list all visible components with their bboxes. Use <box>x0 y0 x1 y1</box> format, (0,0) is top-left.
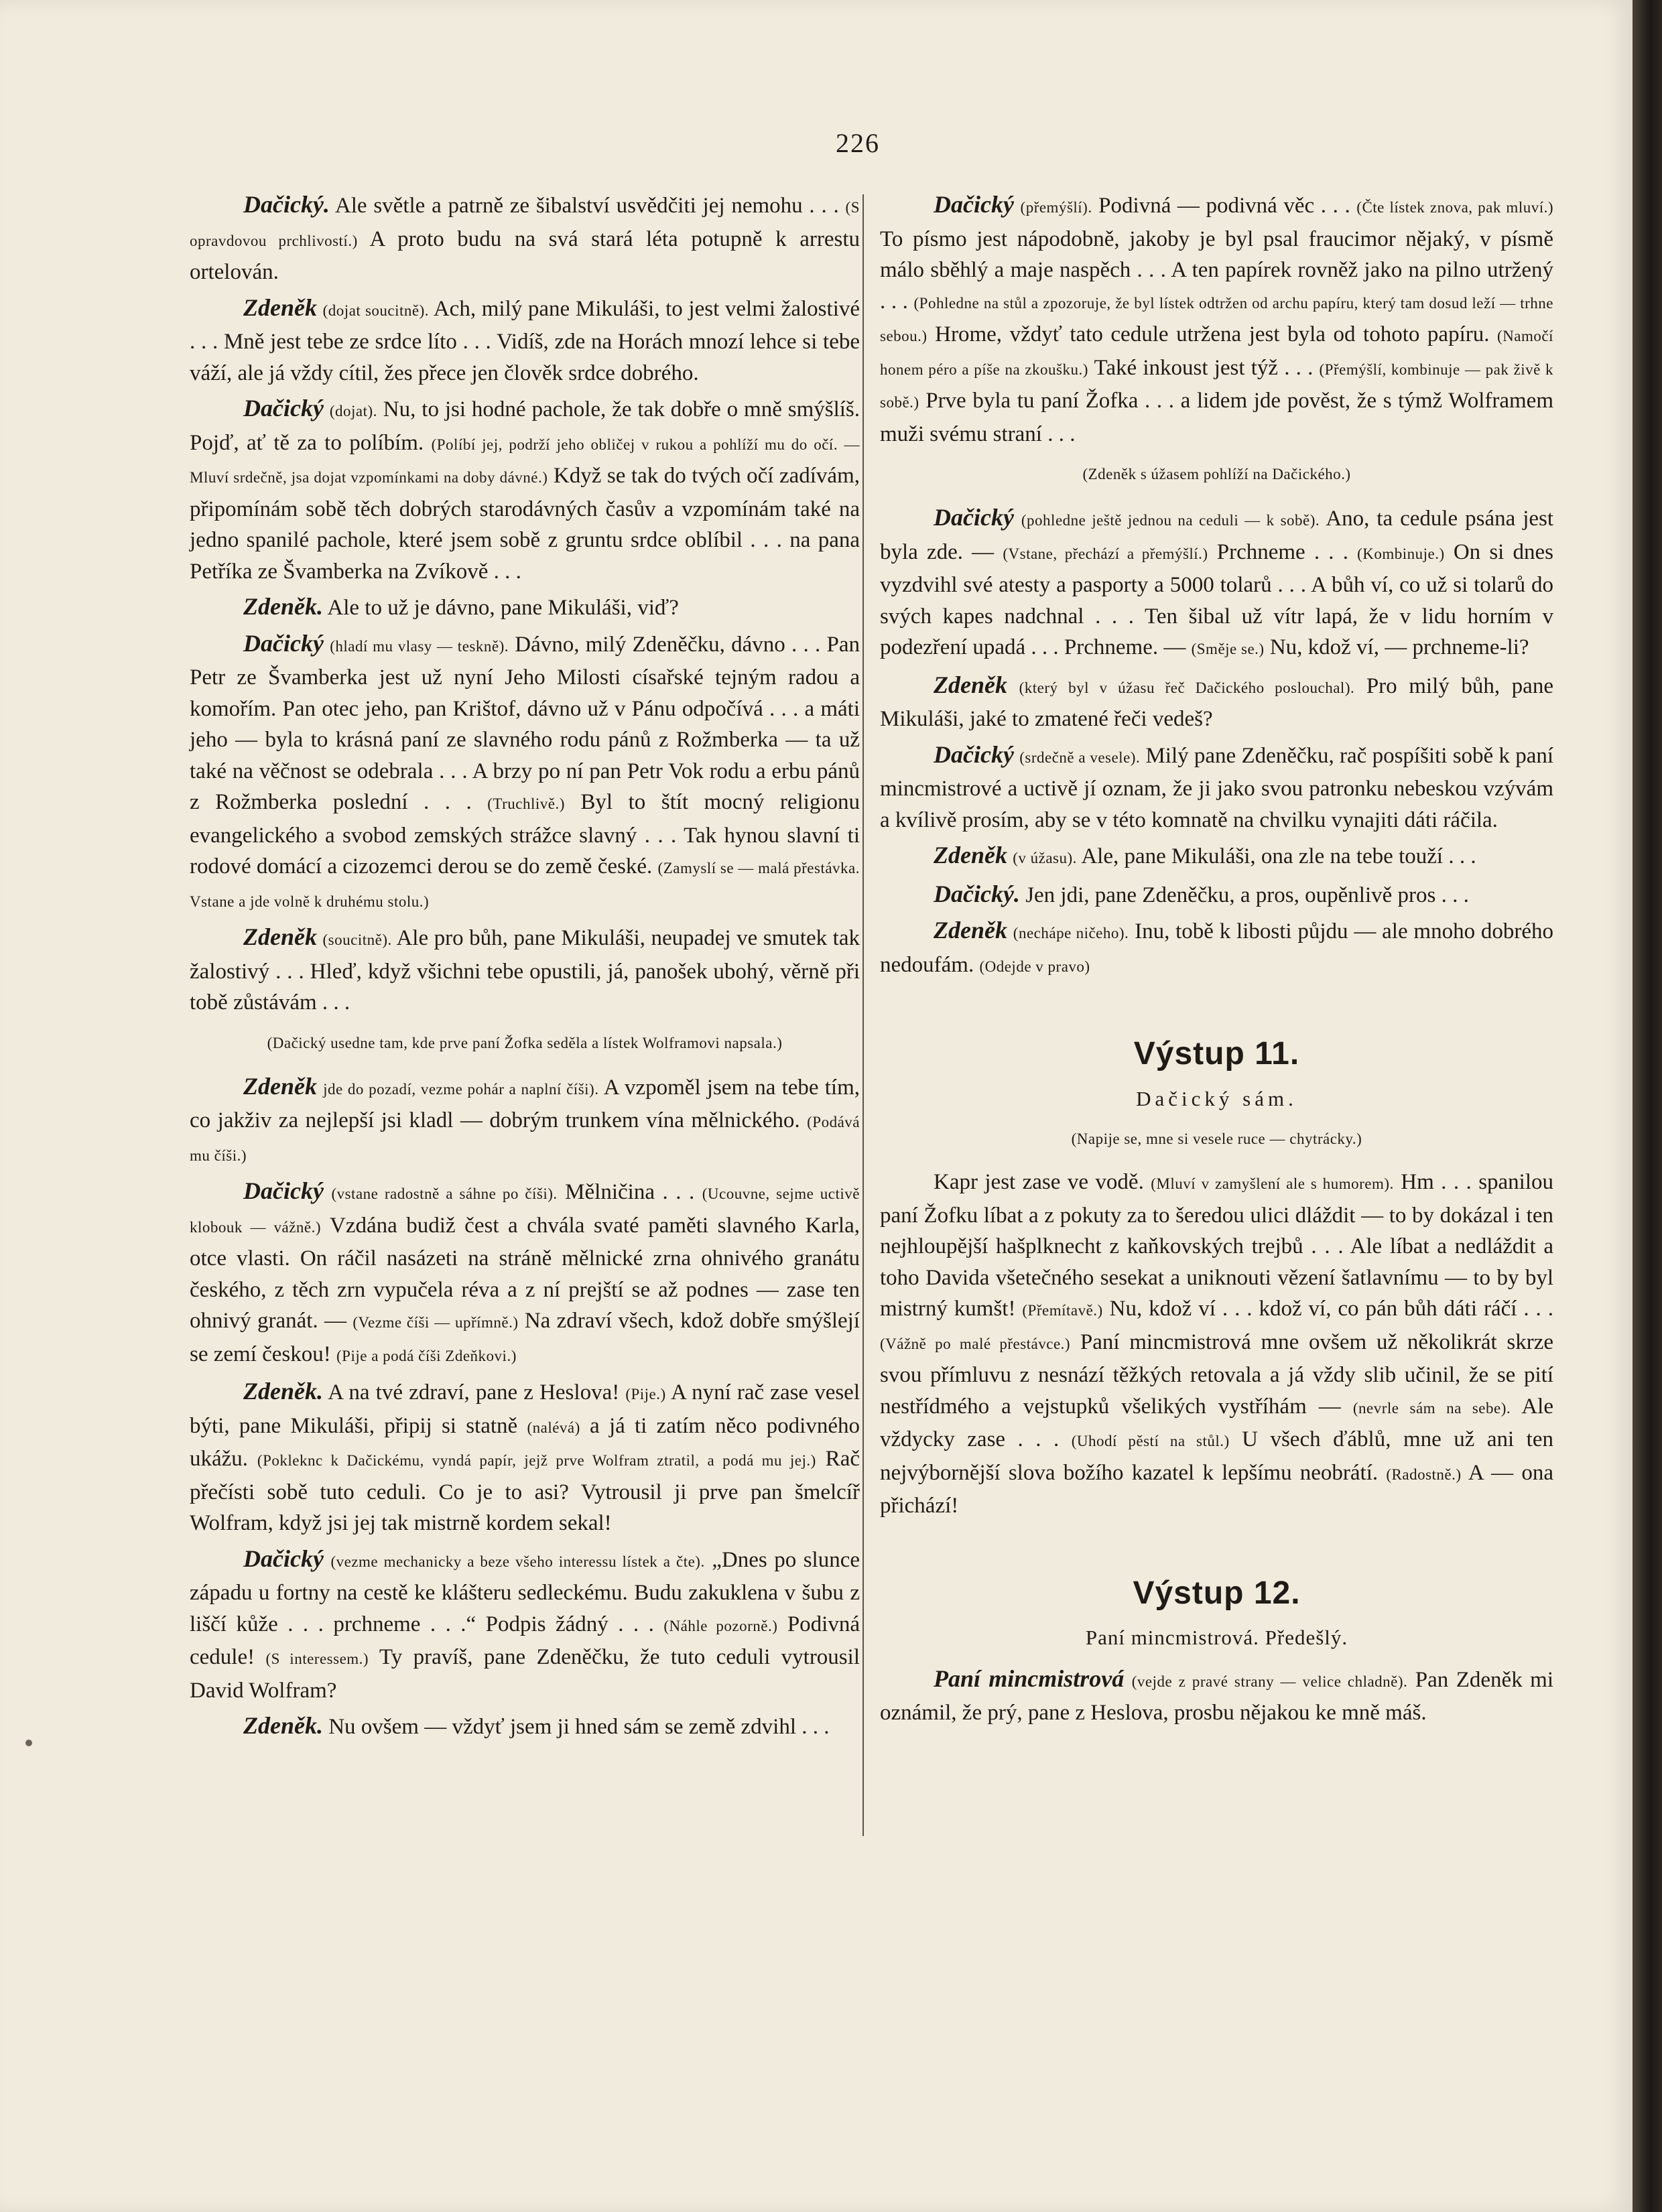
dialogue-text: Jen jdi, pane Zdeněčku, a pros, oupěnlivě pros . . . <box>1025 883 1469 907</box>
dialogue-text: Milý pane Zdeněčku, rač pospíšiti sobě k paní mincmistrové a uctivě jí oznam, že ji jako svou patronku nebeskou vzývám a kvílivě prosím, aby se v této komnatě na chvilku vynajiti dáti ráčila. <box>880 743 1554 832</box>
inline-stage-direction: (dojat). <box>329 403 377 419</box>
inline-stage-direction: (Kombinuje.) <box>1357 545 1445 562</box>
dialogue-paragraph <box>190 1175 860 1372</box>
inline-stage-direction: (Odejde v pravo) <box>979 958 1090 975</box>
dialogue-text: „Dnes po slunce západu u fortny na cestě ke klášteru sedleckému. Budu zakuklena v šubu z liščí kůže . . . prchneme . . .“ Podpis žádný . . . <box>190 1547 860 1636</box>
inline-stage-direction: (dojat soucitně). <box>322 302 430 319</box>
inline-stage-direction: (Přemítavě.) <box>1022 1302 1103 1319</box>
dialogue-paragraph <box>190 921 860 1019</box>
inline-stage-direction: (přemýšlí). <box>1020 199 1092 216</box>
stage-direction: (Dačický usedne tam, kde prve paní Žofka seděla a lístek Wolframovi napsala.) <box>267 1034 783 1051</box>
dialogue-text: Hm . . . spanilou paní Žofku líbat a z pokuty za to šeredou ulici dláždit — to by dokázal i ten nejhloupější hašplknecht z kaňkovských trejbů . . . Ale líbat a nedláždit a toho Davida všetečného sesekat a uniknouti vězení šatlavnímu — to by byl mistrný kumšt! <box>880 1170 1554 1321</box>
dialogue-text: Podivná — podivná věc . . . <box>1092 194 1357 218</box>
dialogue-text: Nu, kdož ví . . . kdož ví, co pán bůh dáti ráčí . . . <box>1102 1297 1553 1321</box>
dialogue-text: Pro milý bůh, pane Mikuláši, jaké to zmatené řeči vedeš? <box>880 673 1553 731</box>
dialogue-text: A proto budu na svá stará léta potupně k arrestu ortelován. <box>190 226 860 284</box>
dialogue-text: Podivná cedule! <box>190 1612 860 1669</box>
inline-stage-direction: (Pokleknc k Dačickému, vyndá papír, jejž prve Wolfram ztratil, a podá mu jej.) <box>257 1452 816 1469</box>
dialogue-text: Ale to už je dávno, pane Mikuláši, viď? <box>327 596 679 620</box>
dialogue-text: A — ona přichází! <box>880 1460 1553 1518</box>
inline-stage-direction: (Namočí honem péro a píše na zkoušku.) <box>880 328 1553 378</box>
dialogue-paragraph <box>190 189 860 288</box>
dialogue-text: Nu ovšem — vždyť jsem ji hned sám se země zdvihl . . . <box>328 1715 830 1739</box>
inline-stage-direction: (pohledne ještě jednou na ceduli — k sobě). <box>1021 512 1320 529</box>
speaker-name: Paní mincmistrová <box>934 1665 1125 1692</box>
dialogue-paragraph <box>880 1167 1553 1522</box>
dialogue-paragraph <box>190 591 860 624</box>
dialogue-paragraph <box>880 189 1553 450</box>
speaker-name: Dačický <box>934 740 1014 768</box>
dialogue-paragraph <box>190 628 860 918</box>
inline-stage-direction: (Pije.) <box>625 1386 666 1403</box>
dialogue-text: To písmo jest nápodobně, jakoby je byl psal fraucimor nějaký, v písmě málo sběhlý a maje naspěch . . . A ten papírek rovněž jako na pilno utržený . . . <box>880 226 1553 314</box>
dialogue-text: Inu, tobě k libosti půjdu — ale mnoho dobrého nedoufám. <box>880 919 1554 977</box>
inline-stage-direction: (S opravdovou prchlivostí.) <box>190 199 860 249</box>
dialogue-paragraph <box>880 502 1553 665</box>
dialogue-text: Prve byla tu paní Žofka . . . a lidem jde pověst, že s týmž Wolframem muži svému straní . . . <box>880 389 1553 446</box>
inline-stage-direction: jde do pozadí, vezme pohár a naplní číši). <box>323 1080 599 1098</box>
speaker-name: Zdeněk <box>243 294 317 321</box>
dialogue-text: Rač přečísti sobě tuto ceduli. Co je to asi? Vytrousil ji prve pan šmelcíř Wolfram, když jsi jej tak mistrně kordem sekal! <box>190 1447 860 1535</box>
dialogue-paragraph <box>880 1663 1553 1729</box>
page-number: 226 <box>836 128 880 158</box>
dialogue-text: U všech ďáblů, mne už ani ten nejvýbornější slova božího kazatel k lepšímu neobrátí. <box>880 1427 1554 1485</box>
stage-direction: (Zdeněk s úžasem pohlíží na Dačického.) <box>1082 466 1351 482</box>
speaker-name: Dačický <box>243 629 324 657</box>
margin-dot <box>25 1740 32 1746</box>
speaker-name: Zdeněk. <box>243 1378 323 1405</box>
inline-stage-direction: (vejde z pravé strany — velice chladně). <box>1131 1673 1408 1690</box>
dialogue-text: Ale vždycky zase . . . <box>880 1394 1553 1451</box>
inline-stage-direction: (Zamyslí se — malá přestávka. Vstane a jde volně k druhému stolu.) <box>190 860 860 910</box>
dialogue-paragraph <box>190 1071 860 1172</box>
dialogue-text: Ty pravíš, pane Zdeněčku, že tuto ceduli vytrousil David Wolfram? <box>190 1645 860 1703</box>
inline-stage-direction: (Mluví v zamyšlení ale s humorem). <box>1151 1175 1394 1192</box>
inline-stage-direction: (vstane radostně a sáhne po číši). <box>331 1185 558 1202</box>
inline-stage-direction: (Pohledne na stůl a zpozoruje, že byl lístek odtržen od archu papíru, který tam dosud leží — trhne sebou.) <box>880 294 1554 344</box>
inline-stage-direction: (Pije a podá číši Zdeňkovi.) <box>336 1347 517 1364</box>
inline-stage-direction: (v úžasu). <box>1013 850 1077 866</box>
dialogue-paragraph <box>880 739 1553 836</box>
dialogue-text: Na zdraví všech, kdož dobře smýšlejí se zemí českou! <box>190 1309 860 1366</box>
dialogue-paragraph <box>190 393 860 587</box>
speaker-name: Dačický <box>934 504 1014 531</box>
left-column <box>190 189 860 1747</box>
right-column <box>880 189 1553 1733</box>
dialogue-text: A vzpoměl jsem na tebe tím, co jakživ za nejlepší jsi kladl — dobrým trunkem vína mělnického. <box>190 1075 860 1132</box>
column-divider <box>862 194 864 1836</box>
dialogue-text: Mělničina . . . <box>557 1180 702 1204</box>
dialogue-paragraph <box>880 879 1553 911</box>
dialogue-text: Kapr jest zase ve vodě. <box>934 1170 1151 1194</box>
speaker-name: Dačický <box>243 1177 324 1204</box>
speaker-name: Zdeněk. <box>243 593 323 620</box>
scene-characters: Paní mincmistrová. Předešlý. <box>1085 1626 1348 1649</box>
dialogue-paragraph <box>190 1710 860 1743</box>
dialogue-paragraph <box>880 840 1553 874</box>
inline-stage-direction: (Směje se.) <box>1191 641 1265 657</box>
inline-stage-direction: (Podává mu číši.) <box>190 1114 860 1164</box>
dialogue-text: On si dnes vyzdvihl své atesty a pasporty a 5000 tolarů . . . A bůh ví, co už si tolarů do svých kapes nadchnal . . . Ten šibal už vítr lapá, že v lidu horním v podezření upadá . . . Prchneme. — <box>880 539 1553 659</box>
dialogue-text: Ale pro bůh, pane Mikuláši, neupadej ve smutek tak žalostivý . . . Hleď, když všichni tebe opustili, já, panošek ubohý, věrně při tobě zůstávám . . . <box>190 926 860 1015</box>
inline-stage-direction: (Náhle pozorně.) <box>663 1617 778 1634</box>
inline-stage-direction: (nechápe ničeho). <box>1013 925 1129 941</box>
dialogue-text: Byl to štít mocný religionu evangelického a svobod zemských strážce slavný . . . Tak hynou slavní ti rodové domácí a cizozemci derou se do země české. <box>190 790 860 879</box>
dialogue-text: Hrome, vždyť tato cedule utržena jest byla od tohoto papíru. <box>927 322 1498 346</box>
dialogue-text: Také inkoust jest týž . . . <box>1088 355 1320 380</box>
dialogue-text: Ach, milý pane Mikuláši, to jest velmi žalostivé . . . Mně jest tebe ze srdce líto . . . Vidíš, zde na Horách mnozí lehce si tebe váží, ale já vždy cítil, žes přece jen člověk srdce dobrého. <box>190 296 860 385</box>
inline-stage-direction: (Políbí jej, podrží jeho obličej v rukou a pohlíží mu do očí. — Mluví srdečně, jsa dojat vzpomínkami na doby dávné.) <box>190 436 860 486</box>
scene-characters: Dačický sám. <box>1136 1086 1297 1110</box>
scene-heading: Výstup 11. <box>1133 1036 1300 1071</box>
dialogue-text: Ale, pane Mikuláši, ona zle na tebe touží . . . <box>1076 844 1476 868</box>
dialogue-text: Paní mincmistrová mne ovšem už několikrát skrze svou přímluvu z nesnází těžkých retovala a já vždy slib učinil, že se pití nestřídmého a vejstupků všelikých vystříhám — <box>880 1329 1554 1419</box>
dialogue-text: Dávno, milý Zdeněčku, dávno . . . Pan Petr ze Švamberka jest už nyní Jeho Milosti císařské tejným radou a komořím. Pan otec jeho, pan Krištof, dávno už v Pánu odpočívá . . . a máti jeho — byla to krásná paní ze slavného rodu pánů z Rožmberka — ta už také na věčnost se odebrala . . . A brzy po ní pan Petr Vok rodu a erbu pánů z Rožmberka poslední . . . <box>190 632 860 814</box>
inline-stage-direction: (hladí mu vlasy — teskně). <box>330 637 509 655</box>
speaker-name: Zdeněk <box>934 917 1007 944</box>
inline-stage-direction: (soucitně). <box>322 931 392 948</box>
inline-stage-direction: (Radostně.) <box>1386 1466 1462 1483</box>
inline-stage-direction: (Truchlivě.) <box>487 795 565 812</box>
scene-heading: Výstup 12. <box>1133 1575 1301 1611</box>
speaker-name: Dačický <box>243 395 324 421</box>
stage-direction: (Napije se, mne si vesele ruce — chytrácky.) <box>1071 1130 1362 1147</box>
dialogue-text: Nu, to jsi hodné pachole, že tak dobře o mně smýšlíš. Pojď, ať tě za to políbím. <box>190 397 860 455</box>
inline-stage-direction: (Přemýšlí, kombinuje — pak živě k sobě.) <box>880 361 1553 411</box>
dialogue-text: Když se tak do tvých očí zadívám, připomínám sobě těch dobrých starodávných časův a vzpomínám také na jedno spanilé pachole, které jsem sobě z gruntu srdce oblíbil . . . na pana Petříka ze Švamberka na Zvíkově . . . <box>190 464 860 584</box>
inline-stage-direction: (Vstane, přechází a přemýšlí.) <box>1003 545 1208 562</box>
speaker-name: Dačický. <box>243 191 330 218</box>
inline-stage-direction: (Uhodí pěstí na stůl.) <box>1071 1433 1230 1449</box>
dialogue-text: A na tvé zdraví, pane z Heslova! <box>328 1380 626 1405</box>
dialogue-paragraph <box>190 292 860 389</box>
inline-stage-direction: (Vážně po malé přestávce.) <box>880 1335 1071 1352</box>
dialogue-text: a já ti zatím něco podivného ukážu. <box>190 1413 860 1471</box>
dialogue-paragraph <box>880 669 1553 735</box>
dialogue-paragraph <box>190 1376 860 1539</box>
inline-stage-direction: (nalévá) <box>527 1419 580 1436</box>
speaker-name: Dačický <box>934 191 1014 218</box>
speaker-name: Dačický. <box>934 880 1020 907</box>
speaker-name: Zdeněk <box>243 1072 317 1100</box>
dialogue-text: Vzdána budiž čest a chvála svaté paměti slavného Karla, otce vlasti. On ráčil nasázeti na stráně mělnické zrna ohnivého granátu českého, z těch zrn vypučela réva a z ní prejští se až podnes — zase ten ohnivý granát. — <box>190 1213 860 1333</box>
dialogue-paragraph <box>880 915 1553 982</box>
inline-stage-direction: (Vezme číši — upřímně.) <box>353 1314 519 1331</box>
dialogue-text: Nu, kdož ví, — prchneme-li? <box>1264 635 1529 659</box>
speaker-name: Dačický <box>243 1545 324 1572</box>
speaker-name: Zdeněk <box>934 842 1007 868</box>
dialogue-paragraph <box>190 1543 860 1707</box>
dialogue-text: Prchneme . . . <box>1208 539 1358 564</box>
dialogue-text: Pan Zdeněk mi oznámil, že prý, pane z Heslova, prosbu nějakou ke mně máš. <box>880 1667 1553 1725</box>
dialogue-text: Ale světle a patrně ze šibalství usvědčiti jej nemohu . . . <box>334 194 846 218</box>
dialogue-text: Ano, ta cedule psána jest byla zde. — <box>880 507 1554 564</box>
inline-stage-direction: (nevrle sám na sebe). <box>1352 1399 1511 1417</box>
inline-stage-direction: (Čte lístek znova, pak mluví.) <box>1356 199 1554 216</box>
inline-stage-direction: (Ucouvne, sejme uctivě klobouk — vážně.) <box>190 1185 860 1236</box>
book-spine <box>1633 0 1662 2212</box>
speaker-name: Zdeněk <box>243 923 317 950</box>
dialogue-text: A nyní rač zase vesel býti, pane Mikuláši, připij si statně <box>190 1380 860 1438</box>
speaker-name: Zdeněk <box>934 671 1007 698</box>
speaker-name: Zdeněk. <box>243 1712 323 1739</box>
inline-stage-direction: (srdečně a vesele). <box>1019 749 1141 766</box>
inline-stage-direction: (S interessem.) <box>265 1650 369 1667</box>
inline-stage-direction: (který byl v úžasu řeč Dačického poslouchal). <box>1019 679 1355 696</box>
inline-stage-direction: (vezme mechanicky a beze všeho interessu lístek a čte). <box>330 1553 705 1570</box>
